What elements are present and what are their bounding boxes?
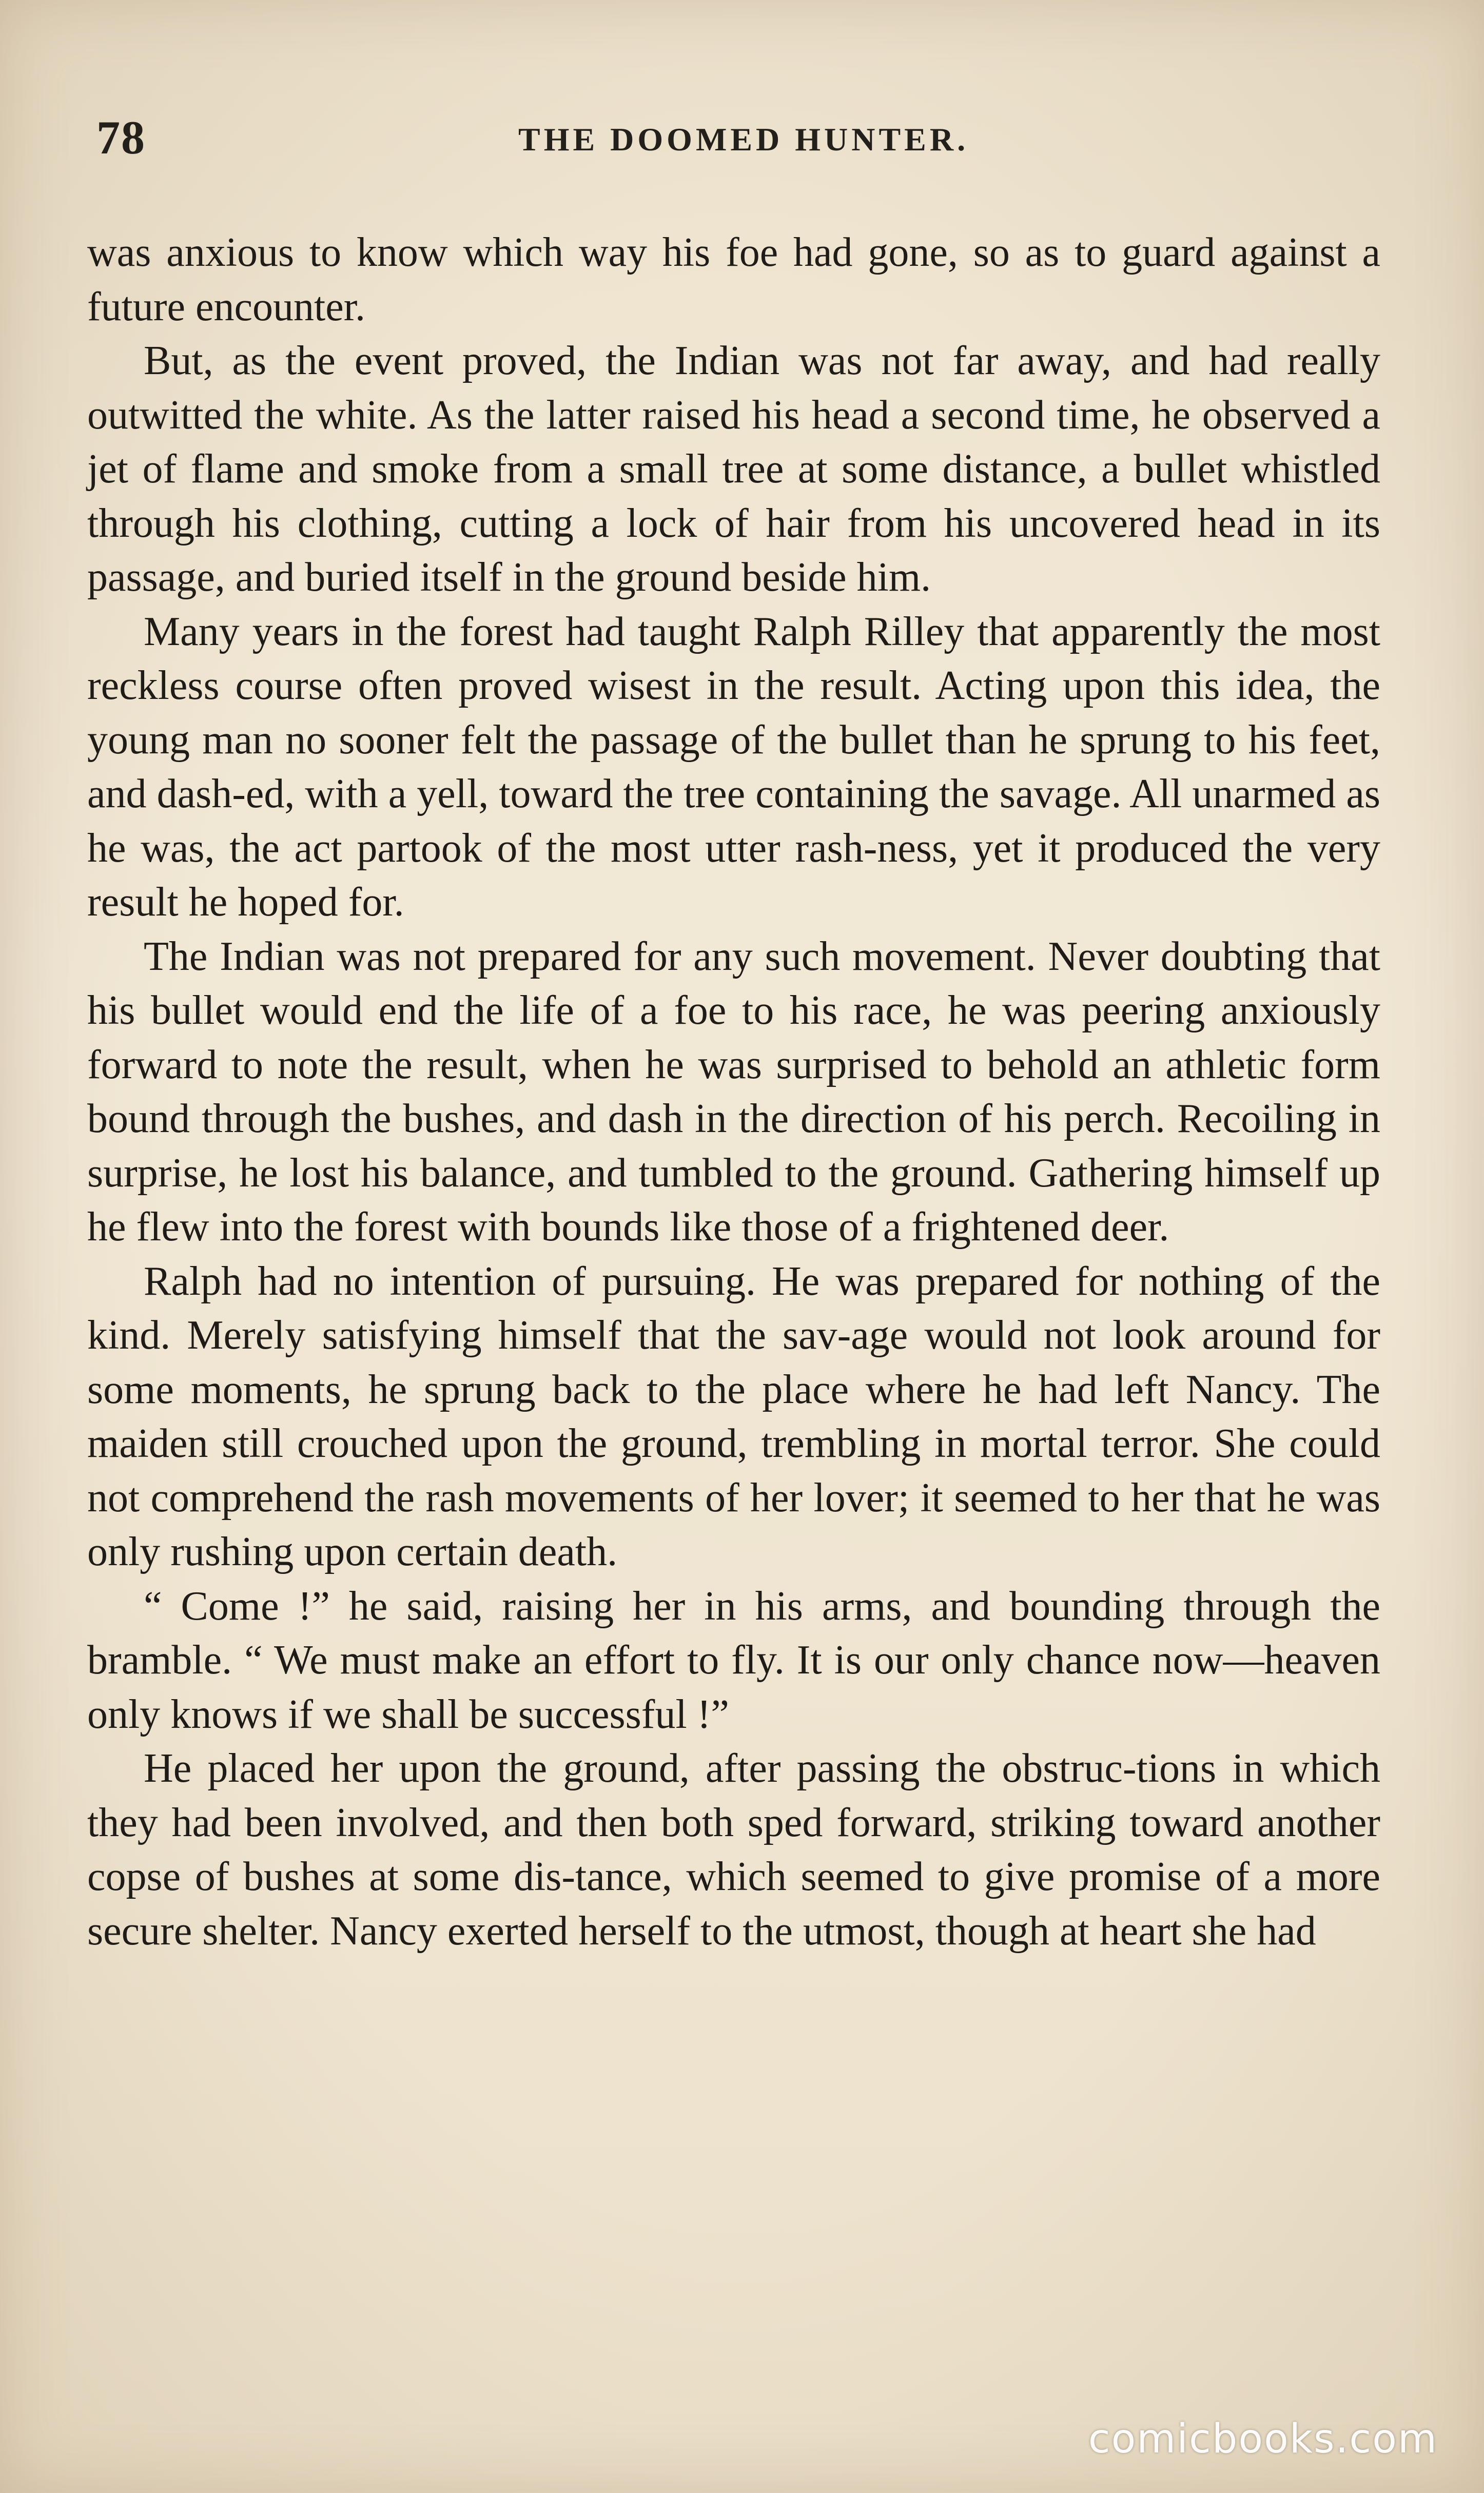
page-header bbox=[0, 110, 1484, 172]
paragraph-7: He placed her upon the ground, after passing the obstruc-tions in which they had been involved, and then both sped forward, striking toward another copse of bushes at some dis-tance, which seemed to give promise of a more secure shelter. Nancy exerted herself to the utmost, though at heart she had bbox=[87, 1746, 1380, 1954]
body-text bbox=[87, 226, 1380, 1958]
page-number: 78 bbox=[96, 111, 146, 164]
paragraph-4: The Indian was not prepared for any such movement. Never doubting that his bullet would end the life of a foe to his race, he was peering anxiously forward to note the result, when he was surprised to behold an athletic form bound through the bushes, and dash in the direction of his perch. Recoiling in surprise, he lost his balance, and tumbled to the ground. Gathering himself up he flew into the forest with bounds like those of a frightened deer. bbox=[87, 933, 1380, 1250]
paragraph-5: Ralph had no intention of pursuing. He was prepared for nothing of the kind. Merely satisfying himself that the sav-age would not look around for some moments, he sprung back to the place where he had left Nancy. The maiden still crouched upon the ground, trembling in mortal terror. She could not comprehend the rash movements of her lover; it seemed to her that he was only rushing upon certain death. bbox=[87, 1258, 1380, 1574]
paragraph-2: But, as the event proved, the Indian was not far away, and had really outwitted the white. As the latter raised his head a second time, he observed a jet of flame and smoke from a small tree at some distance, a bullet whistled through his clothing, cutting a lock of hair from his uncovered head in its passage, and buried itself in the ground beside him. bbox=[87, 338, 1380, 600]
paragraph-6: “ Come !” he said, raising her in his arms, and bounding through the bramble. “ We must make an effort to fly. It is our only chance now—heaven only knows if we shall be successful !” bbox=[87, 1583, 1380, 1737]
watermark: comicbooks.com bbox=[1088, 2416, 1438, 2462]
paragraph-3: Many years in the forest had taught Ralph Rilley that apparently the most reckless course often proved wisest in the result. Acting upon this idea, the young man no sooner felt the passage of the bullet than he sprung to his feet, and dash-ed, with a yell, toward the tree containing the savage. All unarmed as he was, the act partook of the most utter rash-ness, yet it produced the very result he hoped for. bbox=[87, 609, 1380, 925]
running-title: THE DOOMED HUNTER. bbox=[518, 121, 969, 158]
paragraph-1: was anxious to know which way his foe had gone, so as to guard against a future encounter. bbox=[87, 230, 1380, 329]
